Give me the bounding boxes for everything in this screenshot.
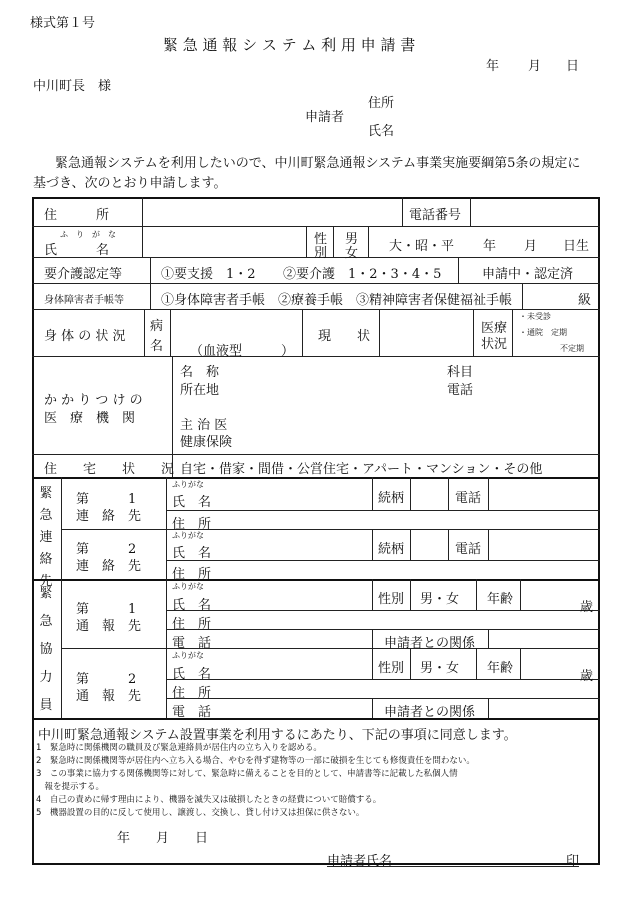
intro-line-1: 緊急通報システムを利用したいので、中川町緊急通報システム事業実施要綱第5条の規定に: [55, 156, 581, 171]
clinic-address-label: 所在地: [180, 383, 220, 398]
helper-1-sex-label: 性別: [378, 592, 405, 607]
disability-options: ①身体障害者手帳 ②療養手帳 ③精神障害者保健福祉手帳: [161, 293, 513, 308]
contact-1-number: 第 1: [76, 492, 137, 507]
helper-1-address-label: 住 所: [172, 617, 212, 632]
applicant-label: 申請者: [305, 110, 345, 125]
signature-line: [327, 866, 579, 867]
med-option-untreated: ・未受診: [519, 312, 551, 321]
consent-item-3-cont: 報を提示する。: [36, 782, 105, 792]
birth-year: 年: [483, 239, 497, 254]
form-number: 様式第１号: [30, 16, 96, 31]
contact-1-address-label: 住 所: [172, 517, 212, 532]
helper-1-age-label: 年齢: [487, 592, 514, 607]
helper-1-label: 通 報 先: [76, 619, 142, 634]
helper-1-furigana: ふりがな: [172, 582, 204, 591]
page-title: 緊 急 通 報 シ ス テ ム 利 用 申 請 書: [163, 36, 416, 54]
care-support-option: ①要支援 1・2: [161, 267, 256, 282]
med-option-regular: ・通院 定期: [519, 328, 567, 337]
helper-2-name-label: 氏 名: [172, 667, 212, 682]
helper-1-name-label: 氏 名: [172, 598, 212, 613]
care-label: 要介護認定等: [44, 267, 123, 282]
seal-mark: 印: [566, 854, 580, 869]
helper-1-age-unit: 歳: [580, 600, 594, 615]
phone-label: 電話番号: [409, 208, 462, 223]
consent-item-5: 5 機器設置の目的に反して使用し、譲渡し、交換し、貸し付け又は担保に供さない。: [36, 808, 365, 818]
contact-2-label: 連 絡 先: [76, 559, 142, 574]
clinic-label-2: 医 療 機 関: [44, 411, 136, 426]
contact-1-relation-label: 続柄: [378, 491, 405, 506]
applicant-name-label: 氏名: [368, 124, 395, 139]
clinic-insurance-label: 健康保険: [180, 435, 233, 450]
contact-2-number: 第 2: [76, 542, 137, 557]
helper-1-sex-options: 男・女: [420, 592, 460, 607]
signature-label: 申請者氏名: [327, 854, 393, 869]
applicant-address-label: 住所: [368, 96, 395, 111]
contact-1-tel-label: 電話: [455, 491, 482, 506]
helper-2-age-label: 年齢: [487, 661, 514, 676]
helper-2-relation-label: 申請者との関係: [384, 705, 476, 720]
clinic-tel-label: 電話: [447, 383, 474, 398]
consent-item-2: 2 緊急時に関係機関等が居住内へ立ち入る場合、やむを得ず建物等の一部に破損を生じても修復責任を問わない。: [36, 756, 475, 766]
addressee: 中川町長 様: [33, 79, 112, 94]
disability-grade: 級: [578, 293, 592, 308]
consent-heading: 中川町緊急通報システム設置事業を利用するにあたり、下記の事項に同意します。: [38, 728, 517, 743]
contact-2-furigana: ふりがな: [172, 531, 204, 540]
helper-2-address-label: 住 所: [172, 686, 212, 701]
helper-1-number: 第 1: [76, 602, 137, 617]
consent-item-3: 3 この事業に協力する関係機関等に対して、緊急時に備えることを目的として、申請書等に記載した私個人情: [36, 769, 458, 779]
disease-label-2: 名: [150, 339, 164, 354]
blood-type-label: （血液型 ）: [190, 344, 295, 359]
disease-label-1: 病: [150, 319, 164, 334]
helper-2-sex-label: 性別: [378, 661, 405, 676]
clinic-name-label: 名 称: [180, 365, 220, 380]
clinic-label-1: か か り つ け の: [44, 393, 143, 408]
med-option-irregular: 不定期: [560, 344, 584, 353]
name-label: 氏 名: [44, 243, 110, 258]
consent-item-1: 1 緊急時に関係機関の職員及び緊急連絡員が居住内の立ち入りを認める。: [36, 743, 322, 753]
helper-2-tel-label: 電 話: [172, 705, 212, 720]
contact-2-tel-label: 電話: [455, 542, 482, 557]
helper-2-sex-options: 男・女: [420, 661, 460, 676]
helper-2-number: 第 2: [76, 672, 137, 687]
medical-status-label-2: 状況: [481, 337, 508, 352]
birth-era: 大・昭・平: [389, 239, 455, 254]
birth-month: 月: [524, 239, 538, 254]
sex-label-1: 性: [314, 232, 328, 247]
medical-status-label-1: 医療: [481, 321, 508, 336]
intro-line-2: 基づき、次のとおり申請します。: [33, 176, 227, 191]
contact-2-relation-label: 続柄: [378, 542, 405, 557]
disability-label: 身体障害者手帳等: [44, 295, 124, 306]
contact-1-label: 連 絡 先: [76, 509, 142, 524]
contact-1-name-label: 氏 名: [172, 495, 212, 510]
sex-female: 女: [345, 246, 359, 261]
housing-label: 住 宅 状 況: [44, 462, 175, 477]
helper-1-tel-label: 電 話: [172, 636, 212, 651]
helper-2-label: 通 報 先: [76, 689, 142, 704]
clinic-dept-label: 科目: [447, 365, 474, 380]
furigana-label: ふ り が な: [60, 230, 116, 239]
care-care-option: ②要介護 1・2・3・4・5: [283, 267, 442, 282]
contact-2-name-label: 氏 名: [172, 546, 212, 561]
sex-label-2: 別: [314, 246, 328, 261]
date-day: 日: [566, 59, 580, 74]
address-label: 住 所: [44, 208, 110, 223]
date-year: 年: [486, 59, 500, 74]
care-status: 申請中・認定済: [482, 267, 574, 282]
birth-day: 日生: [563, 239, 590, 254]
housing-options: 自宅・借家・間借・公営住宅・アパート・マンション・その他: [180, 462, 543, 477]
helper-1-relation-label: 申請者との関係: [384, 636, 476, 651]
consent-item-4: 4 自己の責めに帰す理由により、機器を滅失又は破損したときの経費について賠償する。: [36, 795, 382, 805]
sex-male: 男: [345, 232, 359, 247]
body-condition-label: 身 体 の 状 況: [44, 329, 126, 344]
clinic-doctor-label: 主 治 医: [180, 418, 228, 433]
consent-date: 年 月 日: [117, 831, 209, 846]
helper-2-furigana: ふりがな: [172, 651, 204, 660]
helper-2-age-unit: 歳: [580, 669, 594, 684]
date-month: 月: [528, 59, 542, 74]
contact-2-address-label: 住 所: [172, 567, 212, 582]
current-status-label: 現 状: [318, 329, 371, 344]
contact-1-furigana: ふりがな: [172, 480, 204, 489]
